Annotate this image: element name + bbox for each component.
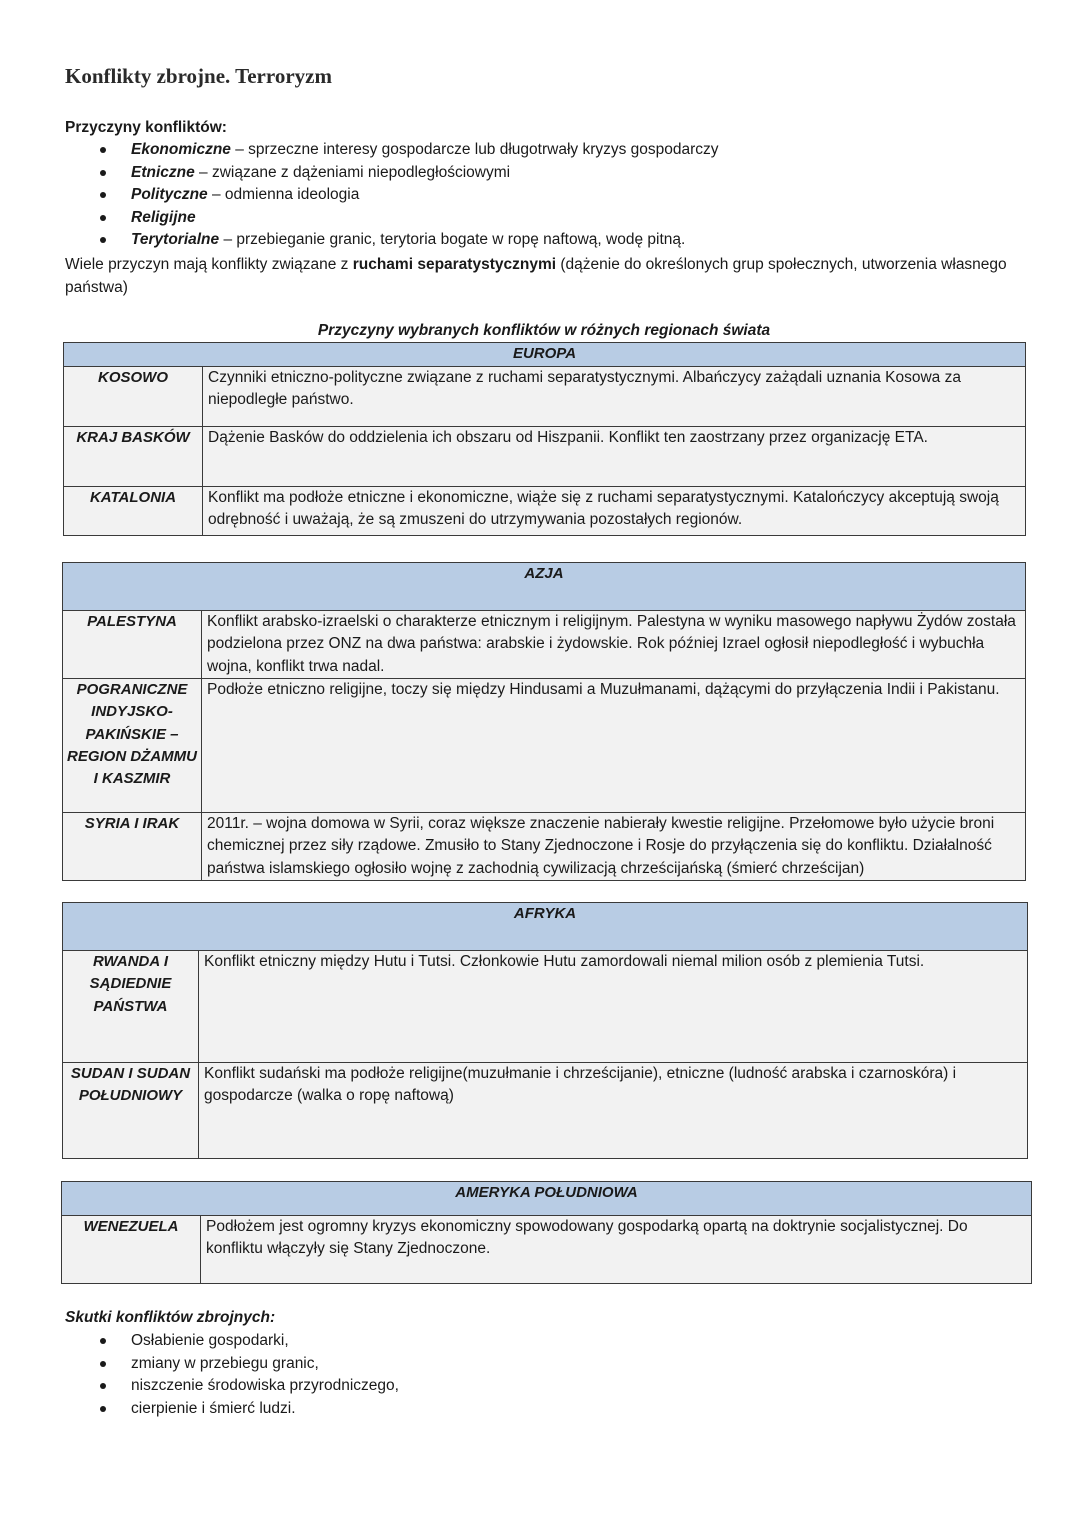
region-country: SUDAN I SUDAN POŁUDNIOWY bbox=[63, 1063, 199, 1159]
list-item bbox=[65, 229, 719, 252]
region-country: WENEZUELA bbox=[62, 1216, 201, 1284]
region-header: AMERYKA POŁUDNIOWA bbox=[62, 1182, 1032, 1216]
effects-heading: Skutki konfliktów zbrojnych: bbox=[65, 1309, 276, 1326]
region-description: Konflikt etniczny między Hutu i Tutsi. Członkowie Hutu zamordowali niemal milion osób z plemienia Tutsi. bbox=[199, 951, 1028, 1063]
region-country: KRAJ BASKÓW bbox=[64, 427, 203, 487]
list-item: Osłabienie gospodarki, bbox=[65, 1330, 399, 1353]
list-item bbox=[65, 162, 719, 185]
region-description: Konflikt ma podłoże etniczne i ekonomiczne, wiąże się z ruchami separatystycznymi. Katalończycy akceptują swoją odrębność i uważają, że są zmuszeni do utrzymywania pozostałych regionów. bbox=[203, 487, 1026, 536]
bullet-icon bbox=[100, 1361, 106, 1367]
region-description: 2011r. – wojna domowa w Syrii, coraz większe znaczenie nabierały kwestie religijne. Przełomowe było użycie broni chemicznej przez siły rządowe. Zmusiło to Stany Zjednoczone i Rosje do przyłączenia się do konfliktu. Działalność państwa islamskiego ogłosiło wojnę z zachodnią cywilizacją chrześcijańską (śmierć chrześcijan) bbox=[202, 813, 1026, 881]
region-country: POGRANICZNE INDYJSKO-PAKIŃSKIE – REGION DŻAMMU I KASZMIR bbox=[63, 679, 202, 813]
effects-list bbox=[65, 1330, 399, 1420]
region-country: RWANDA I SĄDIEDNIE PAŃSTWA bbox=[63, 951, 199, 1063]
cause-term: Polityczne bbox=[131, 186, 208, 204]
bullet-icon bbox=[100, 237, 106, 243]
separatism-term: ruchami separatystycznymi bbox=[352, 256, 557, 273]
region-table-asia bbox=[62, 562, 1026, 881]
region-country: PALESTYNA bbox=[63, 611, 202, 679]
region-country: KOSOWO bbox=[64, 367, 203, 427]
region-country: SYRIA I IRAK bbox=[63, 813, 202, 881]
region-header: EUROPA bbox=[64, 343, 1026, 367]
causes-list bbox=[65, 139, 719, 252]
cause-desc: – odmienna ideologia bbox=[207, 186, 360, 204]
bullet-icon bbox=[100, 1383, 106, 1389]
region-description: Dążenie Basków do oddzielenia ich obszaru od Hiszpanii. Konflikt ten zaostrzany przez organizację ETA. bbox=[203, 427, 1026, 487]
region-description: Czynniki etniczno-polityczne związane z ruchami separatystycznymi. Albańczycy zażądali uznania Kosowa za niepodległe państwo. bbox=[203, 367, 1026, 427]
separatism-note: Wiele przyczyn mają konflikty związane z ruchami separatystycznymi (dążenie do określonych grup społecznych, utworzenia własnego państwa) bbox=[65, 256, 1007, 296]
bullet-icon bbox=[100, 1338, 106, 1344]
bullet-icon bbox=[100, 215, 106, 221]
region-description: Podłożem jest ogromny kryzys ekonomiczny spowodowany gospodarką opartą na doktrynie socjalistycznej. Do konfliktu włączyły się Stany Zjednoczone. bbox=[201, 1216, 1032, 1284]
list-item bbox=[65, 139, 719, 162]
list-item bbox=[65, 207, 719, 230]
list-item: niszczenie środowiska przyrodniczego, bbox=[65, 1375, 399, 1398]
table-caption: Przyczyny wybranych konfliktów w różnych regionach świata bbox=[317, 322, 771, 339]
bullet-icon bbox=[100, 147, 106, 153]
region-table-africa bbox=[62, 902, 1028, 1159]
list-item: cierpienie i śmierć ludzi. bbox=[65, 1398, 399, 1421]
cause-term: Ekonomiczne bbox=[131, 141, 231, 158]
cause-desc: – przebieganie granic, terytoria bogate w ropę naftową, wodę pitną. bbox=[219, 231, 686, 249]
region-description: Podłoże etniczno religijne, toczy się między Hindusami a Muzułmanami, dążącymi do przyłączenia Indii i Pakistanu. bbox=[202, 679, 1026, 813]
bullet-icon bbox=[100, 1406, 106, 1412]
cause-term: Terytorialne bbox=[131, 231, 220, 249]
region-country: KATALONIA bbox=[64, 487, 203, 536]
list-item: zmiany w przebiegu granic, bbox=[65, 1353, 399, 1376]
cause-desc: – związane z dążeniami niepodległościowymi bbox=[194, 163, 511, 181]
region-header: AZJA bbox=[63, 563, 1026, 611]
cause-term: Religijne bbox=[131, 208, 196, 226]
cause-term: Etniczne bbox=[131, 163, 195, 181]
list-item bbox=[65, 184, 719, 207]
region-description: Konflikt arabsko-izraelski o charakterze etnicznym i religijnym. Palestyna w wyniku masowego napływu Żydów została podzielona przez ONZ na dwa państwa: arabskie i żydowskie. Rok później Izrael ogłosił niepodległość i wybuchła wojna, konflikt trwa nadal. bbox=[202, 611, 1026, 679]
causes-heading: Przyczyny konfliktów: bbox=[65, 119, 227, 136]
region-table-europe bbox=[63, 342, 1026, 536]
region-table-south-america bbox=[61, 1181, 1032, 1284]
cause-desc: – sprzeczne interesy gospodarcze lub długotrwały kryzys gospodarczy bbox=[230, 141, 719, 158]
region-header: AFRYKA bbox=[63, 903, 1028, 951]
region-description: Konflikt sudański ma podłoże religijne(muzułmanie i chrześcijanie), etniczne (ludność arabska i czarnoskóra) i gospodarcze (walka o ropę naftową) bbox=[199, 1063, 1028, 1159]
bullet-icon bbox=[100, 170, 106, 176]
bullet-icon bbox=[100, 192, 106, 198]
page-title: Konflikty zbrojne. Terroryzm bbox=[65, 64, 332, 88]
